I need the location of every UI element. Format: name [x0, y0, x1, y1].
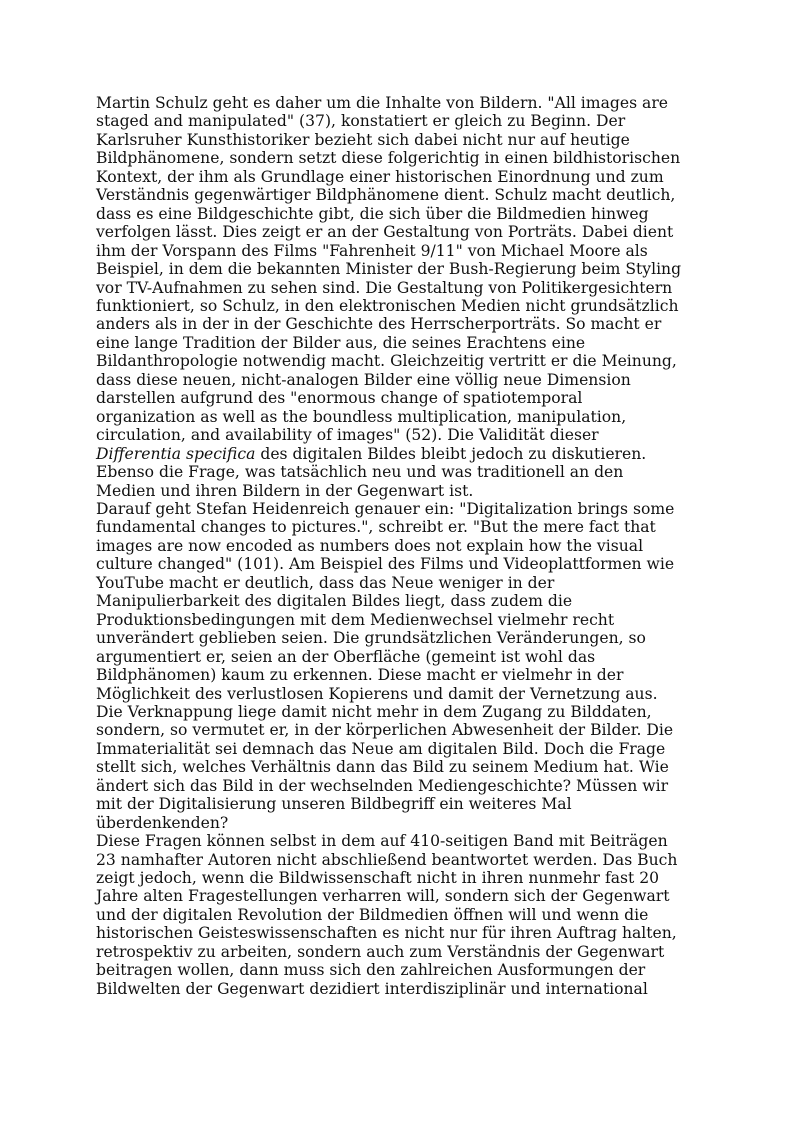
text-line: Ebenso die Frage, was tatsächlich neu und was traditionell an den	[96, 463, 624, 482]
text-line: Diese Fragen können selbst in dem auf 410-seitigen Band mit Beiträgen	[96, 832, 668, 851]
text-line: funktioniert, so Schulz, in den elektronischen Medien nicht grundsätzlich	[96, 296, 679, 315]
text-line: fundamental changes to pictures.", schreibt er. "But the mere fact that	[96, 518, 656, 537]
text-line: dass es eine Bildgeschichte gibt, die sich über die Bildmedien hinweg	[96, 204, 649, 223]
text-line: unverändert geblieben seien. Die grundsätzlichen Veränderungen, so	[96, 629, 646, 648]
text-line: Kontext, der ihm als Grundlage einer historischen Einordnung und zum	[96, 167, 664, 186]
text-line-italic	[96, 445, 716, 463]
text-line: zeigt jedoch, wenn die Bildwissenschaft nicht in ihren nunmehr fast 20	[96, 869, 660, 888]
paragraph-conclusion	[96, 832, 716, 998]
text-line: Bildwelten der Gegenwart dezidiert interdisziplinär und international	[96, 979, 648, 998]
text-line: darstellen aufgrund des "enormous change of spatiotemporal	[96, 389, 583, 408]
text-line: ihm der Vorspann des Films "Fahrenheit 9/11" von Michael Moore als	[96, 241, 648, 260]
text-line: dass diese neuen, nicht-analogen Bilder eine völlig neue Dimension	[96, 370, 631, 389]
paragraph-schulz	[96, 94, 716, 500]
text-line: historischen Geisteswissenschaften es nicht nur für ihren Auftrag halten,	[96, 924, 677, 943]
text-line: beitragen wollen, dann muss sich den zahlreichen Ausformungen der	[96, 961, 646, 980]
text-line: Möglichkeit des verlustlosen Kopierens und damit der Vernetzung aus.	[96, 684, 658, 703]
text-line: retrospektiv zu arbeiten, sondern auch zum Verständnis der Gegenwart	[96, 942, 665, 961]
text-line: mit der Digitalisierung unseren Bildbegriff ein weiteres Mal	[96, 795, 572, 814]
text-line: Martin Schulz geht es daher um die Inhalte von Bildern. "All images are	[96, 94, 669, 112]
text-line: verfolgen lässt. Dies zeigt er an der Gestaltung von Porträts. Dabei dient	[96, 223, 674, 242]
text-line: Beispiel, in dem die bekannten Minister der Bush-Regierung beim Styling	[96, 260, 682, 279]
text-line: stellt sich, welches Verhältnis dann das Bild zu seinem Medium hat. Wie	[96, 758, 669, 777]
text-line: ändert sich das Bild in der wechselnden Mediengeschichte? Müssen wir	[96, 776, 669, 795]
text-line: Verständnis gegenwärtiger Bildphänomene dient. Schulz macht deutlich,	[96, 186, 676, 205]
text-line: Produktionsbedingungen mit dem Medienwechsel vielmehr recht	[96, 610, 615, 629]
text-line: organization as well as the boundless multiplication, manipulation,	[96, 407, 627, 426]
text-line: sondern, so vermutet er, in der körperlichen Abwesenheit der Bilder. Die	[96, 721, 674, 740]
text-line: YouTube macht er deutlich, dass das Neue weniger in der	[96, 573, 555, 592]
text-line: Karlsruher Kunsthistoriker bezieht sich dabei nicht nur auf heutige	[96, 130, 630, 149]
text-line: Medien und ihren Bildern in der Gegenwart ist.	[96, 481, 474, 500]
text-line: überdenkenden?	[96, 813, 229, 832]
paragraph-heidenreich	[96, 500, 716, 832]
text-line: images are now encoded as numbers does not explain how the visual	[96, 536, 644, 555]
text-line: vor TV-Aufnahmen zu sehen sind. Die Gestaltung von Politikergesichtern	[96, 278, 673, 297]
italic-term: Differentia specifica	[96, 444, 256, 463]
text-line: Darauf geht Stefan Heidenreich genauer ein: "Digitalization brings some	[96, 499, 675, 518]
text-line: Immaterialität sei demnach das Neue am digitalen Bild. Doch die Frage	[96, 739, 666, 758]
text-line: circulation, and availability of images" (52). Die Validität dieser	[96, 426, 599, 445]
text-line: Bildanthropologie notwendig macht. Gleichzeitig vertritt er die Meinung,	[96, 352, 677, 371]
text-line: Manipulierbarkeit des digitalen Bildes liegt, dass zudem die	[96, 592, 573, 611]
document-page	[96, 94, 716, 998]
text-line: anders als in der in der Geschichte des Herrscherporträts. So macht er	[96, 315, 662, 334]
text-line: Bildphänomen) kaum zu erkennen. Diese macht er vielmehr in der	[96, 666, 624, 685]
text-line: Die Verknappung liege damit nicht mehr in dem Zugang zu Bilddaten,	[96, 702, 652, 721]
text-line: staged and manipulated" (37), konstatiert er gleich zu Beginn. Der	[96, 112, 626, 131]
text-line: culture changed" (101). Am Beispiel des Films und Videoplattformen wie	[96, 555, 675, 574]
text-line: Jahre alten Fragestellungen verharren will, sondern sich der Gegenwart	[96, 887, 670, 906]
text-line: Bildphänomene, sondern setzt diese folgerichtig in einen bildhistorischen	[96, 149, 681, 168]
text-line: argumentiert er, seien an der Oberfläche (gemeint ist wohl das	[96, 647, 596, 666]
text-line: 23 namhafter Autoren nicht abschließend beantwortet werden. Das Buch	[96, 850, 678, 869]
text-fragment: des digitalen Bildes bleibt jedoch zu diskutieren.	[255, 444, 647, 463]
text-line: eine lange Tradition der Bilder aus, die seines Erachtens eine	[96, 333, 586, 352]
text-line: und der digitalen Revolution der Bildmedien öffnen will und wenn die	[96, 905, 649, 924]
